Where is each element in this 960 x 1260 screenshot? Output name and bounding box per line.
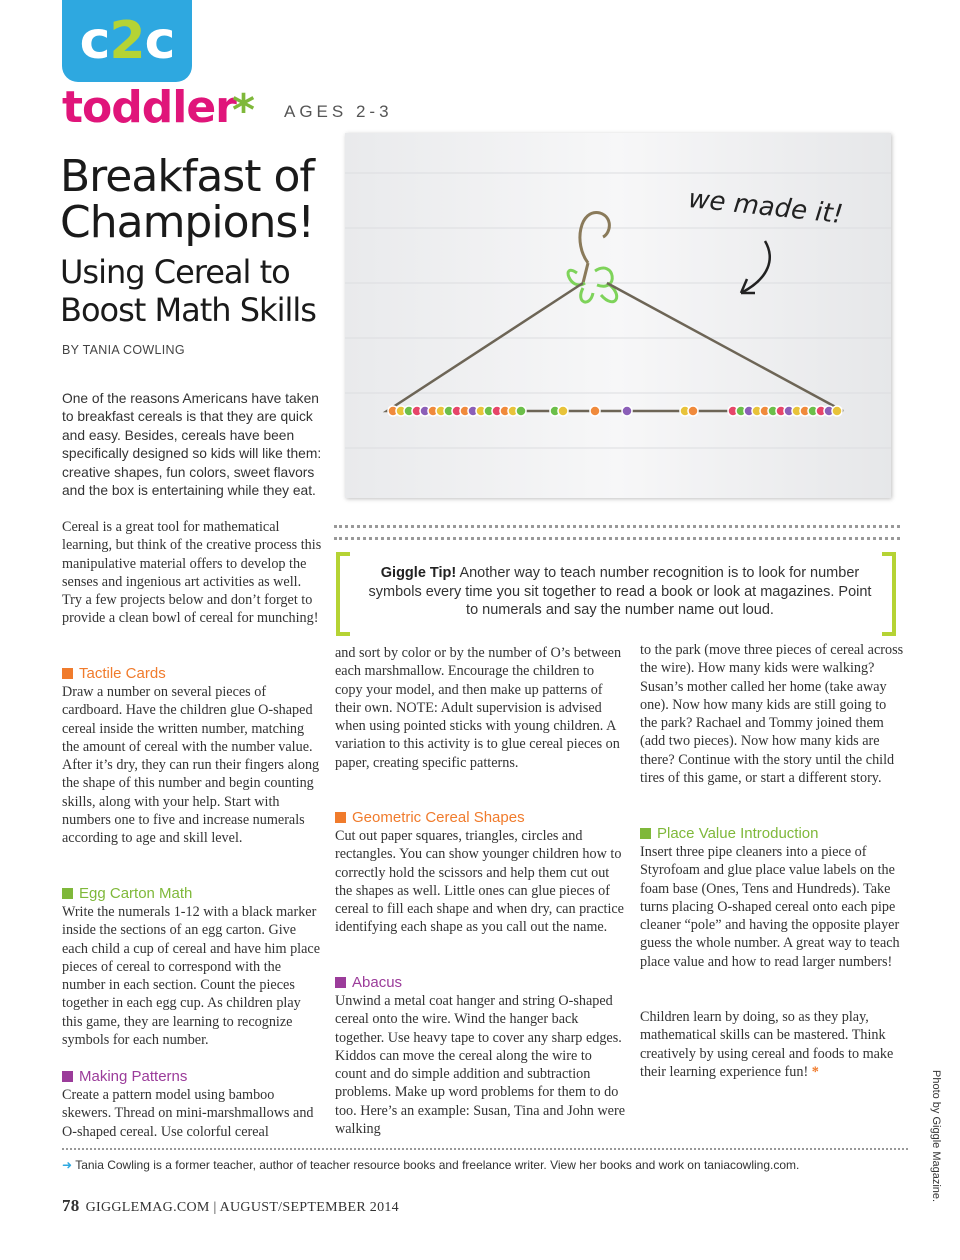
publication-info: GIGGLEMAG.COM | AUGUST/SEPTEMBER 2014 [85,1200,399,1215]
abacus-continued: to the park (move three pieces of cereal across the wire). How many kids were walking? Susan’s mother called her home (take away one). Now how many kids are still going to the park? Rachael and Tommy joined them (add two pieces). Now how many kids are there? Continue with the story until the child tires of this game, or start a different story. [640,642,904,787]
closing-text: Children learn by doing, so as they play, mathematical skills can be mastered. Think creatively by using cereal and foods to make their learning experience fun! [640,1009,894,1080]
section-heading-place-value [640,824,905,843]
geometric-paragraph: Cut out paper squares, triangles, circles and rectangles. You can show younger children how to correctly hold the scissors and help them cut out the shapes as well. Little ones can glue pieces of cereal to fill each shape and when dry, can practice identifying each shape as you call out the name. [335,828,624,936]
heading-square-icon [335,977,346,988]
section-heading-abacus [335,973,625,992]
heading-square-icon [62,1071,73,1082]
footer-divider [62,1148,908,1150]
heading-text: Place Value Introduction [657,825,819,842]
tip-bracket-right [882,552,896,636]
logo-letter-c: c [79,11,110,71]
heading-text: Geometric Cereal Shapes [352,809,525,826]
heading-square-icon [335,812,346,823]
section-heading-tactile [62,664,324,683]
heading-text: Making Patterns [79,1068,188,1085]
heading-square-icon [62,668,73,679]
byline: BY TANIA COWLING [62,343,185,357]
section-label: toddler [62,82,236,133]
author-note [62,1158,922,1172]
section-heading-geometric [335,808,625,827]
arrow-right-icon: ➜ [62,1158,73,1172]
asterisk-icon: * [232,85,256,136]
page-number: 78 [62,1196,80,1215]
age-range: AGES 2-3 [284,102,393,121]
end-asterisk-icon: * [811,1063,819,1080]
page-footer [62,1196,399,1216]
heading-square-icon [640,828,651,839]
hanger-illustration [345,133,891,498]
tactile-paragraph: Draw a number on several pieces of cardboard. Have the children glue O-shaped cereal inside the written number, matching the amount of cereal with the number value. After it’s dry, they can run their fingers along the shape of this number and begin counting skills, along with your help. Start with numbers one to five and increase numerals according to age and skill level. [62,684,320,847]
heading-text: Tactile Cards [79,665,166,682]
tip-text: Another way to teach number recognition is to look for number symbols every time you sit together to read a book or look at magazines. Point to numerals and say the number name out loud. [368,565,872,618]
c2c-logo [62,0,192,82]
divider-dotted [334,525,900,528]
patterns-paragraph: Create a pattern model using bamboo skewers. Thread on mini-marshmallows and O-shaped cereal. Use colorful cereal [62,1087,314,1140]
tip-label: Giggle Tip! [380,565,457,581]
author-note-text: Tania Cowling is a former teacher, author of teacher resource books and freelance writer. View her books and work on taniacowling.com. [75,1158,800,1172]
tip-bracket-left [336,552,350,636]
body-paragraph: Cereal is a great tool for mathematical learning, but think of the creative process this manipulative material offers to develop the senses and ingenious art activities as well. Try a few projects below and don’t forget to provide a clean bowl of cereal for munching! [62,519,322,627]
closing-paragraph [640,1008,905,1081]
article-title: Breakfast of Champions! [60,151,314,248]
section-heading-egg [62,884,324,903]
intro-paragraph: One of the reasons Americans have taken to breakfast cereals is that they are quick and easy. Besides, cereals have been specifically designed so kids will like them: creative shapes, fun colors, sweet flavors and the box is entertaining while they eat. [62,391,322,499]
article-subtitle: Using Cereal to Boost Math Skills [60,253,316,329]
divider-dotted [334,537,900,540]
heading-text: Egg Carton Math [79,885,193,902]
abacus-paragraph: Unwind a metal coat hanger and string O-shaped cereal onto the wire. Wind the hanger back together. Use heavy tape to cover any sharp edges. Kiddos can move the cereal along the wire to count and do simple addition and subtraction problems. Make up word problems for them to do too. Here’s an example: Susan, Tina and John were walking [335,993,626,1138]
giggle-tip [362,564,878,620]
heading-text: Abacus [352,974,403,991]
section-heading-patterns [62,1067,324,1086]
hanger-abacus-photo [345,133,891,498]
photo-caption: we made it! [686,183,845,231]
place-value-paragraph: Insert three pipe cleaners into a piece of Styrofoam and glue place value labels on the foam base (Ones, Tens and Hundreds). Take turns placing O-shaped cereal onto each pipe cleaner “pole” and having the opposite player guess the whole number. A great way to teach place value and how to read larger numbers! [640,844,900,970]
logo-letter-c2: c [144,11,175,71]
egg-paragraph: Write the numerals 1-12 with a black marker inside the sections of an egg carton. Give each child a cup of cereal and have him place pieces of cereal to correspond with the number in each section. Count the pieces together in each egg cup. As children play this game, they are learning to recognize symbols for each number. [62,904,320,1049]
heading-square-icon [62,888,73,899]
photo-credit: Photo by Giggle Magazine. [930,1070,942,1203]
logo-letter-two: 2 [109,11,145,71]
patterns-continued: and sort by color or by the number of O’s between each marshmallow. Encourage the children to copy your model, and then make up patterns of their own. NOTE: Adult supervision is advised when using pointed sticks with young children. A variation to this activity is to glue cereal pieces on paper, creating specific patterns. [335,645,622,771]
